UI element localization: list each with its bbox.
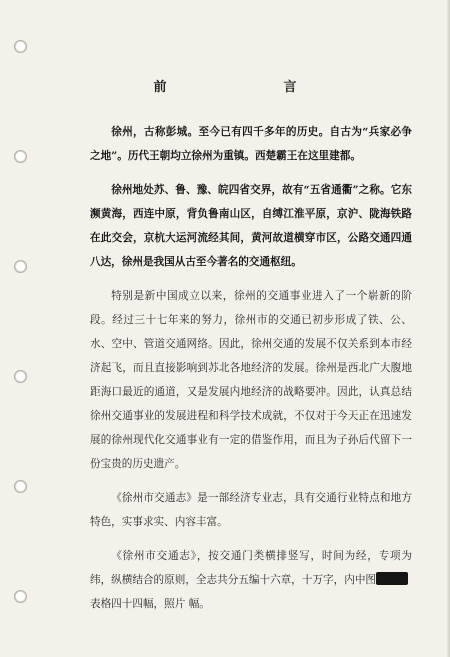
- punch-hole: [14, 40, 27, 53]
- punch-hole: [14, 480, 27, 493]
- paragraph-history: 徐州，古称彭城。至今已有四千多年的历史。自古为“兵家必争之地”。历代王朝均立徐州为重镇。西楚霸王在这里建都。: [90, 126, 412, 162]
- punch-hole: [14, 590, 27, 603]
- paragraph-structure-continued: 表格四十四幅，照片 幅。: [90, 598, 210, 610]
- paragraph-structure: [90, 544, 412, 592]
- punch-hole: [14, 260, 27, 273]
- punch-hole: [14, 370, 27, 383]
- paragraph-book-character: 《徐州市交通志》是一部经济专业志，具有交通行业特点和地方特色，实事求实、内容丰富。: [90, 492, 412, 528]
- paragraph-structure-text: 《徐州市交通志》，按交通门类横排竖写，时间为经，专项为纬，纵横结合的原则，全志共分五编十六章，十万字，内中图: [90, 550, 412, 586]
- punch-hole: [14, 150, 27, 163]
- paragraph-geography: 徐州地处苏、鲁、豫、皖四省交界，故有“五省通衢”之称。它东濒黄海，西连中原，背负鲁南山区，自缚江淮平原，京沪、陇海铁路在此交会，京杭大运河流经其间，黄河故道横穿市区，公路交通四通八达，徐州是我国从古至今著名的交通枢纽。: [90, 184, 412, 268]
- redaction-mark: [376, 572, 408, 585]
- preface-body: [90, 120, 412, 626]
- paragraph-development: 特别是新中国成立以来，徐州的交通事业进入了一个崭新的阶段。经过三十七年来的努力，徐州市的交通已初步形成了铁、公、水、空中、管道交通网络。因此，徐州交通的发展不仅关系到本市经济起飞，而且直接影响到苏北各地经济的发展。徐州是西北广大腹地距海口最近的通道，又是发展内地经济的战略要冲。因此，认真总结徐州交通事业的发展进程和科学技术成就，不仅对于今天正在迅速发展的徐州现代化交通事业有一定的借鉴作用，而且为子孙后代留下一份宝贵的历史遗产。: [90, 290, 412, 470]
- page-title: 前 言: [153, 80, 349, 95]
